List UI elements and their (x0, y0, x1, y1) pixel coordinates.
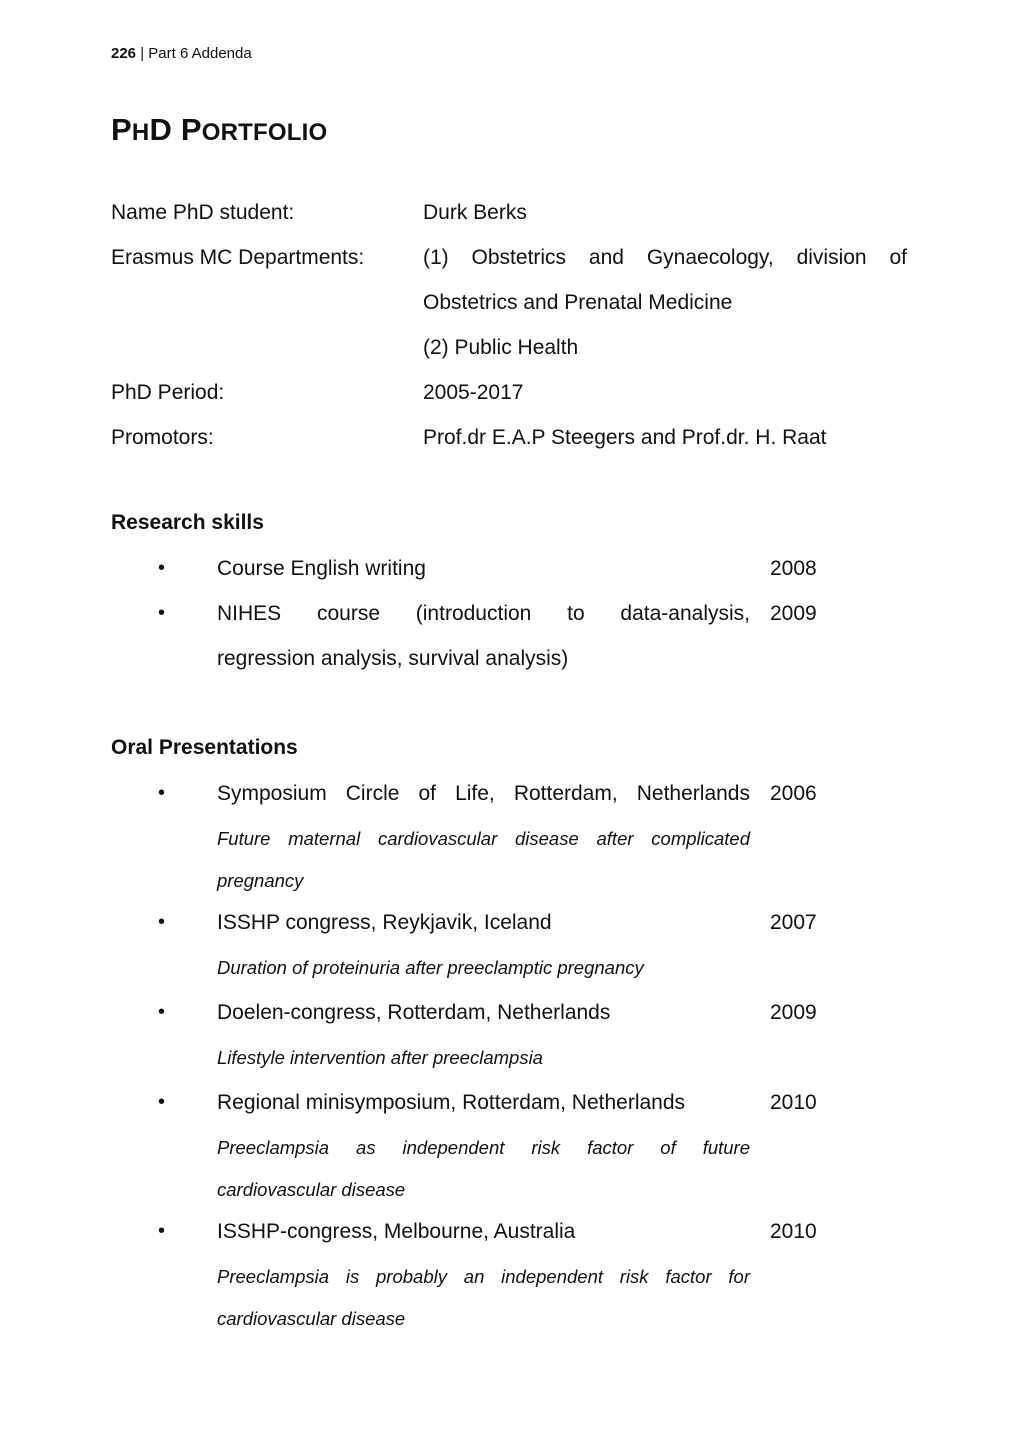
page-number: 226 (111, 45, 137, 62)
info-row-departments (111, 235, 907, 370)
header-part: Part 6 Addenda (148, 45, 252, 62)
item-year: 2009 (770, 602, 817, 625)
item-year: 2007 (770, 911, 817, 934)
bullet-icon: • (158, 1091, 166, 1113)
item-subtitle: Duration of proteinuria after preeclamptic pregnancy (217, 957, 644, 978)
bullet-icon: • (158, 557, 166, 579)
bullet-icon: • (158, 1220, 166, 1242)
item-title: Course English writing (217, 557, 426, 580)
bullet-icon: • (158, 602, 166, 624)
item-subtitle: pregnancy (217, 870, 304, 891)
research-skills-list (111, 546, 831, 681)
info-label: Name PhD student: (111, 201, 295, 224)
item-subtitle: Lifestyle intervention after preeclampsia (217, 1047, 543, 1068)
bullet-icon: • (158, 782, 166, 804)
section-heading-research-skills: Research skills (111, 511, 264, 534)
running-header (111, 45, 252, 62)
item-year: 2008 (770, 557, 817, 580)
item-subtitle: cardiovascular disease (217, 1179, 406, 1200)
list-item (111, 591, 831, 681)
item-title: ISSHP congress, Reykjavik, Iceland (217, 911, 552, 934)
info-value: (2) Public Health (423, 336, 579, 359)
bullet-icon: • (158, 911, 166, 933)
info-row-name (111, 190, 907, 235)
page-title: PHD PORTFOLIO (111, 112, 328, 147)
info-row-period (111, 370, 907, 415)
info-row-promotors (111, 415, 907, 460)
item-title: Regional minisymposium, Rotterdam, Netherlands (217, 1091, 686, 1114)
oral-presentations-list (111, 771, 831, 1338)
list-item (111, 900, 831, 990)
item-title: Symposium Circle of Life, Rotterdam, Netherlands (217, 782, 750, 805)
item-title: NIHES course (introduction to data-analysis, (217, 602, 750, 625)
list-item (111, 546, 831, 591)
header-separator: | (140, 45, 145, 62)
info-value: (1) Obstetrics and Gynaecology, division of (423, 246, 907, 269)
info-label: Promotors: (111, 426, 214, 449)
item-subtitle: Preeclampsia as independent risk factor of future (217, 1137, 750, 1158)
item-title: regression analysis, survival analysis) (217, 647, 569, 670)
student-info-table (111, 190, 907, 460)
item-subtitle: cardiovascular disease (217, 1308, 406, 1329)
bullet-icon: • (158, 1001, 166, 1023)
item-subtitle: Future maternal cardiovascular disease after complicated (217, 828, 750, 849)
info-label: Erasmus MC Departments: (111, 246, 365, 269)
list-item (111, 1209, 831, 1338)
list-item (111, 1080, 831, 1209)
info-value: Prof.dr E.A.P Steegers and Prof.dr. H. Raat (423, 426, 827, 449)
item-title: Doelen-congress, Rotterdam, Netherlands (217, 1001, 611, 1024)
item-year: 2010 (770, 1220, 817, 1243)
item-year: 2009 (770, 1001, 817, 1024)
item-year: 2010 (770, 1091, 817, 1114)
info-value: Durk Berks (423, 201, 527, 224)
info-value: Obstetrics and Prenatal Medicine (423, 291, 733, 314)
item-subtitle: Preeclampsia is probably an independent risk factor for (217, 1266, 750, 1287)
info-label: PhD Period: (111, 381, 225, 404)
list-item (111, 771, 831, 900)
item-title: ISSHP-congress, Melbourne, Australia (217, 1220, 576, 1243)
list-item (111, 990, 831, 1080)
info-value: 2005-2017 (423, 381, 524, 404)
item-year: 2006 (770, 782, 817, 805)
section-heading-oral-presentations: Oral Presentations (111, 736, 298, 759)
